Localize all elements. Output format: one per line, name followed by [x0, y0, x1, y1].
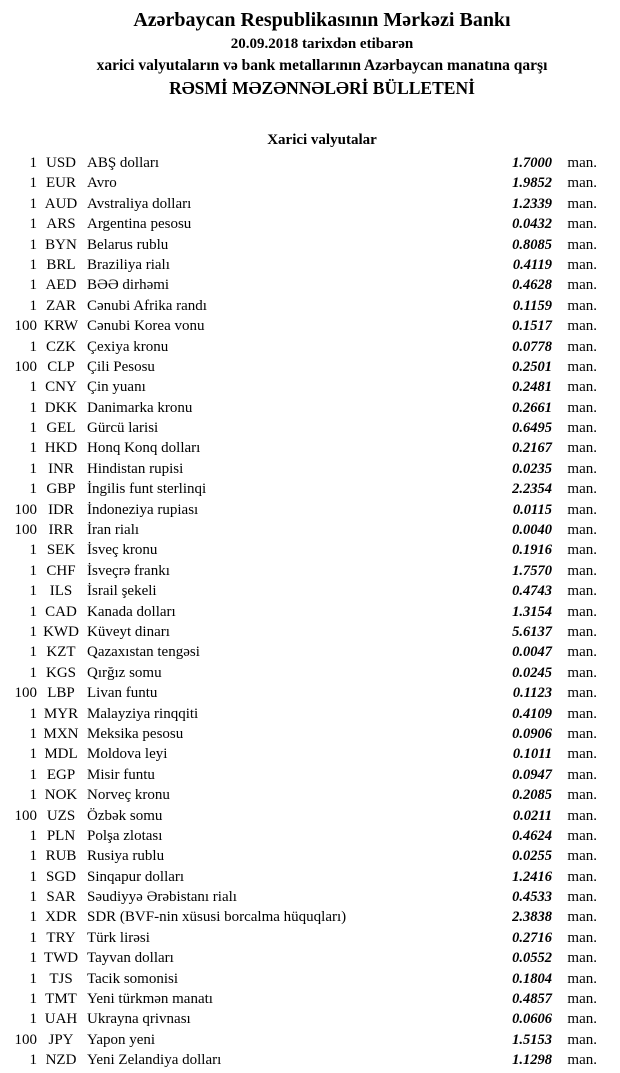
currency-row: [0, 153, 620, 173]
rate-cell: 0.0235: [512, 460, 552, 477]
currency-code-cell: CZK: [46, 338, 76, 355]
currency-code-cell: ILS: [49, 583, 73, 600]
currency-row: [0, 642, 620, 662]
currency-name-cell: Avro: [87, 175, 117, 192]
unit-cell: man.: [567, 746, 597, 763]
currency-name-cell: İsveç kronu: [87, 542, 158, 559]
quantity-cell: 1: [29, 338, 37, 355]
quantity-cell: 1: [29, 603, 37, 620]
currency-row: [0, 683, 620, 703]
currency-row: [0, 948, 620, 968]
unit-cell: man.: [567, 358, 597, 375]
unit-cell: man.: [567, 929, 597, 946]
currency-code-cell: TRY: [46, 929, 76, 946]
quantity-cell: 1: [29, 1011, 37, 1028]
unit-cell: man.: [567, 787, 597, 804]
currency-name-cell: Kanada dolları: [87, 603, 176, 620]
unit-cell: man.: [567, 542, 597, 559]
currency-code-cell: HKD: [44, 440, 78, 457]
currency-name-cell: Argentina pesosu: [87, 216, 192, 233]
currency-code-cell: RUB: [45, 848, 77, 865]
currency-code-cell: BRL: [46, 256, 76, 273]
currency-row: [0, 500, 620, 520]
unit-cell: man.: [567, 909, 597, 926]
currency-name-cell: Norveç kronu: [87, 787, 170, 804]
currency-code-cell: BYN: [45, 236, 77, 253]
quantity-cell: 1: [29, 766, 37, 783]
quantity-cell: 1: [29, 542, 37, 559]
currency-row: [0, 887, 620, 907]
currency-name-cell: Çili Pesosu: [87, 358, 155, 375]
unit-cell: man.: [567, 664, 597, 681]
currency-code-cell: KGS: [45, 664, 76, 681]
unit-cell: man.: [567, 868, 597, 885]
currency-row: [0, 337, 620, 357]
currency-row: [0, 704, 620, 724]
quantity-cell: 100: [14, 358, 37, 375]
currency-code-cell: KZT: [46, 644, 76, 661]
unit-cell: man.: [567, 725, 597, 742]
rate-cell: 0.0552: [512, 950, 552, 967]
rate-cell: 0.0040: [512, 522, 552, 539]
currency-code-cell: KRW: [43, 318, 79, 335]
rate-cell: 0.4119: [512, 256, 552, 273]
currency-code-cell: EGP: [46, 766, 76, 783]
currency-code-cell: TWD: [43, 950, 79, 967]
currency-row: [0, 969, 620, 989]
unit-cell: man.: [567, 460, 597, 477]
quantity-cell: 1: [29, 929, 37, 946]
rate-cell: 0.0245: [512, 664, 552, 681]
currency-name-cell: Belarus rublu: [87, 236, 169, 253]
quantity-cell: 1: [29, 705, 37, 722]
rate-cell: 0.1517: [512, 318, 552, 335]
unit-cell: man.: [567, 195, 597, 212]
unit-cell: man.: [567, 1052, 597, 1069]
currency-name-cell: Rusiya rublu: [87, 848, 165, 865]
currency-name-cell: Yapon yeni: [87, 1031, 156, 1048]
currency-code-cell: AUD: [44, 195, 78, 212]
rate-cell: 0.2167: [512, 440, 552, 457]
rate-cell: 0.1916: [512, 542, 552, 559]
unit-cell: man.: [567, 623, 597, 640]
quantity-cell: 1: [29, 379, 37, 396]
rate-cell: 1.2416: [512, 868, 552, 885]
rate-cell: 0.8085: [512, 236, 552, 253]
unit-cell: man.: [567, 379, 597, 396]
rate-cell: 5.6137: [512, 623, 552, 640]
rate-cell: 0.4533: [512, 889, 552, 906]
currency-code-cell: MYR: [43, 705, 79, 722]
unit-cell: man.: [567, 277, 597, 294]
currency-code-cell: NZD: [45, 1052, 77, 1069]
quantity-cell: 100: [14, 685, 37, 702]
currency-row: [0, 989, 620, 1009]
unit-cell: man.: [567, 644, 597, 661]
currency-code-cell: TJS: [49, 970, 73, 987]
currency-name-cell: Malayziya rinqqiti: [87, 705, 199, 722]
unit-cell: man.: [567, 603, 597, 620]
currency-row: [0, 1050, 620, 1070]
rate-cell: 1.3154: [512, 603, 552, 620]
rates-table: [0, 153, 620, 1071]
rate-cell: 0.4624: [512, 827, 552, 844]
currency-name-cell: Türk lirəsi: [87, 929, 150, 946]
currency-name-cell: Polşa zlotası: [87, 827, 163, 844]
unit-cell: man.: [567, 562, 597, 579]
unit-cell: man.: [567, 297, 597, 314]
currency-row: [0, 459, 620, 479]
quantity-cell: 1: [29, 868, 37, 885]
currency-name-cell: Tayvan dolları: [87, 950, 174, 967]
quantity-cell: 1: [29, 481, 37, 498]
currency-row: [0, 724, 620, 744]
currency-row: [0, 867, 620, 887]
quantity-cell: 1: [29, 644, 37, 661]
currency-code-cell: GEL: [46, 420, 76, 437]
quantity-cell: 1: [29, 195, 37, 212]
currency-row: [0, 785, 620, 805]
unit-cell: man.: [567, 440, 597, 457]
currency-row: [0, 398, 620, 418]
quantity-cell: 1: [29, 991, 37, 1008]
currency-name-cell: Çin yuanı: [87, 379, 146, 396]
unit-cell: man.: [567, 685, 597, 702]
quantity-cell: 1: [29, 725, 37, 742]
rate-cell: 1.5153: [512, 1031, 552, 1048]
currency-name-cell: Cənubi Korea vonu: [87, 318, 205, 335]
currency-row: [0, 602, 620, 622]
currency-code-cell: TMT: [45, 991, 77, 1008]
unit-cell: man.: [567, 705, 597, 722]
rate-cell: 0.0906: [512, 725, 552, 742]
quantity-cell: 1: [29, 460, 37, 477]
currency-code-cell: MDL: [44, 746, 78, 763]
currency-row: [0, 1030, 620, 1050]
currency-name-cell: Qırğız somu: [87, 664, 162, 681]
currency-code-cell: ARS: [46, 216, 76, 233]
currency-row: [0, 765, 620, 785]
rate-cell: 1.1298: [512, 1052, 552, 1069]
quantity-cell: 1: [29, 297, 37, 314]
currency-name-cell: Gürcü larisi: [87, 420, 159, 437]
rate-cell: 0.4743: [512, 583, 552, 600]
currency-row: [0, 173, 620, 193]
currency-row: [0, 235, 620, 255]
currency-row: [0, 275, 620, 295]
currency-name-cell: Hindistan rupisi: [87, 460, 184, 477]
currency-code-cell: IRR: [48, 522, 74, 539]
unit-cell: man.: [567, 1011, 597, 1028]
currency-name-cell: Qazaxıstan tengəsi: [87, 644, 200, 661]
quantity-cell: 1: [29, 848, 37, 865]
quantity-cell: 1: [29, 583, 37, 600]
currency-code-cell: XDR: [45, 909, 77, 926]
currency-code-cell: UZS: [46, 807, 76, 824]
unit-cell: man.: [567, 522, 597, 539]
rate-cell: 0.2481: [512, 379, 552, 396]
currency-code-cell: EUR: [46, 175, 76, 192]
rate-cell: 0.0211: [512, 807, 552, 824]
quantity-cell: 1: [29, 236, 37, 253]
currency-code-cell: ZAR: [46, 297, 76, 314]
unit-cell: man.: [567, 583, 597, 600]
currency-row: [0, 561, 620, 581]
currency-name-cell: İngilis funt sterlinqi: [87, 481, 207, 498]
currency-code-cell: KWD: [43, 623, 79, 640]
currency-name-cell: Sinqapur dolları: [87, 868, 185, 885]
quantity-cell: 1: [29, 277, 37, 294]
currency-code-cell: INR: [48, 460, 74, 477]
unit-cell: man.: [567, 155, 597, 171]
effective-date-line: 20.09.2018 tarixdən etibarən: [230, 36, 414, 52]
currency-code-cell: CAD: [45, 603, 77, 620]
unit-cell: man.: [567, 970, 597, 987]
rate-cell: 0.0432: [512, 216, 552, 233]
currency-row: [0, 907, 620, 927]
rate-cell: 0.4857: [512, 991, 552, 1008]
currency-code-cell: PLN: [46, 827, 76, 844]
quantity-cell: 1: [29, 440, 37, 457]
rate-cell: 1.7570: [512, 562, 552, 579]
currency-name-cell: Çexiya kronu: [87, 338, 169, 355]
rate-cell: 0.1159: [512, 297, 552, 314]
unit-cell: man.: [567, 1031, 597, 1048]
unit-cell: man.: [567, 420, 597, 437]
quantity-cell: 1: [29, 889, 37, 906]
unit-cell: man.: [567, 256, 597, 273]
currency-row: [0, 479, 620, 499]
unit-cell: man.: [567, 950, 597, 967]
rate-cell: 0.0947: [512, 766, 552, 783]
quantity-cell: 100: [14, 522, 37, 539]
bulletin-title: RƏSMİ MƏZƏNNƏLƏRİ BÜLLETENİ: [169, 78, 475, 98]
quantity-cell: 1: [29, 420, 37, 437]
quantity-cell: 1: [29, 399, 37, 416]
rate-cell: 1.9852: [512, 175, 552, 192]
currency-name-cell: Ukrayna qrivnası: [87, 1011, 191, 1028]
currency-row: [0, 438, 620, 458]
currency-code-cell: CNY: [45, 379, 77, 396]
subtitle-line: xarici valyutaların və bank metallarının Azərbaycan manatına qarşı: [96, 57, 548, 74]
currency-code-cell: UAH: [44, 1011, 78, 1028]
currency-name-cell: Livan funtu: [87, 685, 158, 702]
rate-cell: 0.2501: [512, 358, 552, 375]
quantity-cell: 100: [14, 1031, 37, 1048]
rate-cell: 0.2085: [512, 787, 552, 804]
quantity-cell: 1: [29, 256, 37, 273]
unit-cell: man.: [567, 481, 597, 498]
quantity-cell: 100: [14, 318, 37, 335]
currency-name-cell: Braziliya rialı: [87, 256, 170, 273]
currency-name-cell: Honq Konq dolları: [87, 440, 201, 457]
unit-cell: man.: [567, 827, 597, 844]
currency-code-cell: JPY: [48, 1031, 74, 1048]
rate-cell: 1.7000: [512, 155, 552, 171]
currency-code-cell: LBP: [47, 685, 75, 702]
section-title-foreign-currencies: Xarici valyutalar: [267, 132, 377, 148]
currency-row: [0, 1009, 620, 1029]
currency-name-cell: İsveçrə frankı: [87, 562, 170, 579]
currency-name-cell: Yeni Zelandiya dolları: [87, 1052, 222, 1069]
currency-row: [0, 826, 620, 846]
quantity-cell: 1: [29, 827, 37, 844]
quantity-cell: 1: [29, 155, 37, 171]
currency-row: [0, 806, 620, 826]
currency-row: [0, 663, 620, 683]
unit-cell: man.: [567, 236, 597, 253]
currency-code-cell: CLP: [47, 358, 75, 375]
currency-row: [0, 255, 620, 275]
currency-row: [0, 846, 620, 866]
quantity-cell: 1: [29, 787, 37, 804]
currency-row: [0, 214, 620, 234]
rate-cell: 0.6495: [512, 420, 552, 437]
currency-code-cell: GBP: [46, 481, 76, 498]
currency-name-cell: Meksika pesosu: [87, 725, 184, 742]
quantity-cell: 1: [29, 623, 37, 640]
rate-cell: 0.2661: [512, 399, 552, 416]
quantity-cell: 100: [14, 501, 37, 518]
unit-cell: man.: [567, 889, 597, 906]
currency-row: [0, 744, 620, 764]
quantity-cell: 1: [29, 1052, 37, 1069]
rate-cell: 0.4109: [512, 705, 552, 722]
currency-row: [0, 581, 620, 601]
rate-cell: 0.2716: [512, 929, 552, 946]
unit-cell: man.: [567, 216, 597, 233]
currency-row: [0, 296, 620, 316]
bulletin-header: [0, 0, 620, 100]
currency-code-cell: NOK: [44, 787, 78, 804]
unit-cell: man.: [567, 501, 597, 518]
currency-row: [0, 357, 620, 377]
currency-row: [0, 520, 620, 540]
currency-name-cell: İndoneziya rupiası: [87, 501, 199, 518]
currency-code-cell: SEK: [46, 542, 76, 559]
rate-cell: 1.2339: [512, 195, 552, 212]
unit-cell: man.: [567, 991, 597, 1008]
currency-name-cell: ABŞ dolları: [87, 155, 160, 171]
quantity-cell: 100: [14, 807, 37, 824]
currency-code-cell: USD: [45, 155, 76, 171]
unit-cell: man.: [567, 318, 597, 335]
unit-cell: man.: [567, 848, 597, 865]
currency-name-cell: Küveyt dinarı: [87, 623, 170, 640]
currency-name-cell: Cənubi Afrika randı: [87, 297, 207, 314]
currency-name-cell: Misir funtu: [87, 766, 155, 783]
currency-code-cell: MXN: [43, 725, 79, 742]
rate-cell: 0.1011: [512, 746, 552, 763]
currency-name-cell: Danimarka kronu: [87, 399, 193, 416]
rate-cell: 0.4628: [512, 277, 552, 294]
currency-row: [0, 622, 620, 642]
unit-cell: man.: [567, 766, 597, 783]
currency-name-cell: Səudiyyə Ərəbistanı rialı: [87, 889, 237, 906]
currency-code-cell: CHF: [46, 562, 76, 579]
rate-cell: 0.1804: [512, 970, 552, 987]
rate-cell: 0.0255: [512, 848, 552, 865]
rate-cell: 2.2354: [512, 481, 552, 498]
currency-name-cell: İsrail şekeli: [87, 583, 157, 600]
unit-cell: man.: [567, 175, 597, 192]
rate-cell: 2.3838: [512, 909, 552, 926]
currency-code-cell: DKK: [44, 399, 78, 416]
currency-name-cell: Avstraliya dolları: [87, 195, 192, 212]
quantity-cell: 1: [29, 562, 37, 579]
quantity-cell: 1: [29, 909, 37, 926]
rate-cell: 0.0606: [512, 1011, 552, 1028]
currency-code-cell: SAR: [46, 889, 76, 906]
currency-name-cell: BƏƏ dirhəmi: [87, 277, 170, 294]
currency-row: [0, 194, 620, 214]
quantity-cell: 1: [29, 175, 37, 192]
currency-code-cell: IDR: [48, 501, 74, 518]
currency-row: [0, 377, 620, 397]
currency-name-cell: Moldova leyi: [87, 746, 168, 763]
currency-row: [0, 928, 620, 948]
unit-cell: man.: [567, 807, 597, 824]
currency-name-cell: İran rialı: [87, 522, 140, 539]
quantity-cell: 1: [29, 970, 37, 987]
rate-cell: 0.1123: [512, 685, 552, 702]
currency-name-cell: Tacik somonisi: [87, 970, 179, 987]
currency-code-cell: AED: [45, 277, 77, 294]
rate-cell: 0.0047: [512, 644, 552, 661]
currency-name-cell: SDR (BVF-nin xüsusi borcalma hüquqları): [87, 909, 347, 926]
unit-cell: man.: [567, 399, 597, 416]
unit-cell: man.: [567, 338, 597, 355]
currency-name-cell: Özbək somu: [87, 807, 163, 824]
quantity-cell: 1: [29, 216, 37, 233]
currency-row: [0, 418, 620, 438]
currency-name-cell: Yeni türkmən manatı: [87, 991, 213, 1008]
currency-row: [0, 540, 620, 560]
quantity-cell: 1: [29, 950, 37, 967]
rate-cell: 0.0778: [512, 338, 552, 355]
quantity-cell: 1: [29, 746, 37, 763]
rate-cell: 0.0115: [512, 501, 552, 518]
quantity-cell: 1: [29, 664, 37, 681]
currency-row: [0, 316, 620, 336]
bank-title: Azərbaycan Respublikasının Mərkəzi Bankı: [133, 9, 511, 31]
currency-code-cell: SGD: [45, 868, 76, 885]
